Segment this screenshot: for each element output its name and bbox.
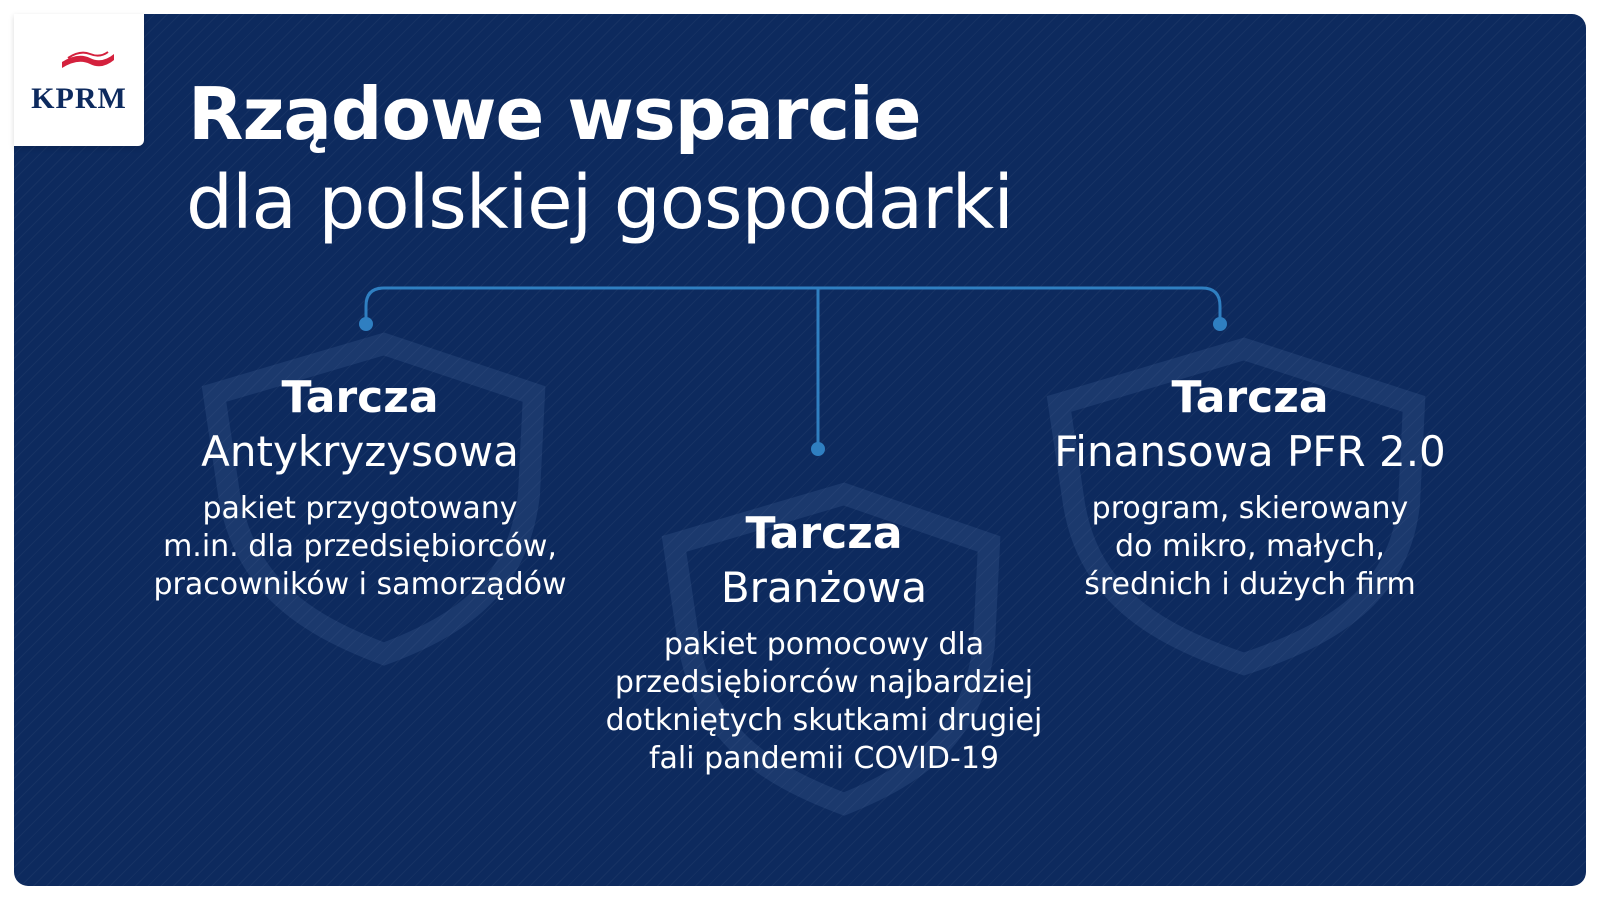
item-name: Branżowa: [720, 563, 928, 612]
desc-line: do mikro, małych,: [1115, 529, 1385, 564]
item-name: Antykryzysowa: [201, 427, 519, 476]
item-head: Tarcza: [745, 508, 903, 559]
connector-node-right: [1213, 317, 1227, 331]
connector-node-middle: [811, 442, 825, 456]
connector-node-left: [359, 317, 373, 331]
item-name: Finansowa PFR 2.0: [1054, 427, 1446, 476]
desc-line: fali pandemii COVID-19: [648, 741, 1000, 776]
item-head: Tarcza: [1171, 372, 1329, 423]
item-description: [970, 490, 1530, 604]
page-subtitle: dla polskiej gospodarki: [186, 160, 1013, 246]
item-tarcza-finansowa: [970, 372, 1530, 604]
desc-line: program, skierowany: [1091, 491, 1409, 526]
desc-line: pakiet przygotowany: [202, 491, 518, 526]
logo-text: KPRM: [31, 82, 127, 115]
desc-line: pakiet pomocowy dla: [663, 627, 985, 662]
desc-line: przedsiębiorców najbardziej: [614, 665, 1034, 700]
item-tarcza-antykryzysowa: [110, 372, 610, 604]
item-description: [110, 490, 610, 604]
desc-line: średnich i dużych firm: [1084, 567, 1416, 602]
kprm-logo: [14, 14, 144, 146]
desc-line: dotkniętych skutkami drugiej: [605, 703, 1043, 738]
item-head: Tarcza: [281, 372, 439, 423]
desc-line: pracowników i samorządów: [153, 567, 567, 602]
page-title: Rządowe wsparcie: [188, 72, 921, 156]
desc-line: m.in. dla przedsiębiorców,: [163, 529, 557, 564]
flag-icon: [60, 50, 116, 74]
item-description: [574, 626, 1074, 778]
